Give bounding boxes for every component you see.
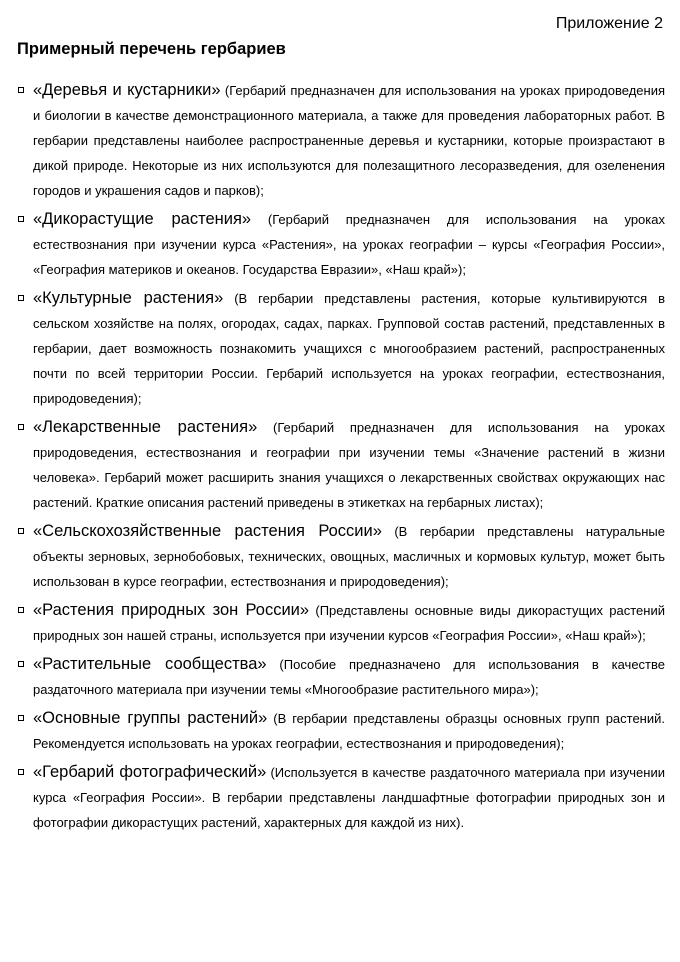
item-description: (Гербарий предназначен для использования на уроках природоведения и биологии в качестве демонстрационного материала, а также для проведения лабораторных работ. В гербарии представлены наиболее распространенные деревья и кустарники, которые произрастают в дикой природе. Некоторые из них используются для полезащитного лесоразведения, для озеленения городов и украшения садов и парков); [33,83,666,198]
item-description: (Представлены основные виды дикорастущих растений природных зон нашей страны, используется при изучении курсов «География России», «Наш край»); [33,603,665,643]
list-item [17,78,665,203]
square-bullet-icon [18,216,24,222]
square-bullet-icon [18,424,24,430]
square-bullet-icon [18,715,24,721]
item-description: (В гербарии представлены натуральные объекты зерновых, зернобобовых, технических, овощных, масличных и кормовых культур, может быть использован в курсе географии, естествознания и природоведения); [33,524,665,589]
item-name: «Деревья и кустарники» [33,81,221,99]
item-description: (В гербарии представлены растения, которые культивируются в сельском хозяйстве на полях, огородах, садах, парках. Групповой состав растений, представленных в гербарии, дает возможность познакомить учащихся с многообразием растений, распространенных почти по всей территории России. Гербарий используется на уроках географии, естествознания, природоведения); [33,291,666,406]
item-description: (Гербарий предназначен для использования на уроках природоведения, естествознания и географии при изучении темы «Значение растений в жизни человека». Гербарий может расширить знания учащихся о лекарственных свойствах окружающих нас растений. Краткие описания растений приведены в этикетках на гербарных листах); [33,420,665,510]
item-name: «Лекарственные растения» [33,418,258,436]
list-item [17,598,665,648]
item-name: «Дикорастущие растения» [33,210,252,228]
square-bullet-icon [18,295,24,301]
herbarium-list [17,78,665,839]
item-name: «Растения природных зон России» [33,601,310,619]
item-description: (В гербарии представлены образцы основных групп растений. Рекомендуется использовать на уроках географии, естествознания и природоведения); [33,711,666,751]
item-description: (Пособие предназначено для использования в качестве раздаточного материала при изучении темы «Многообразие растительного мира»); [33,657,666,697]
item-name: «Растительные сообщества» [33,655,267,673]
square-bullet-icon [18,769,24,775]
item-name: «Сельскохозяйственные растения России» [33,522,382,540]
list-item [17,706,665,756]
list-item [17,519,665,594]
list-item [17,286,665,411]
list-item [17,415,665,515]
square-bullet-icon [18,87,24,93]
list-item [17,207,665,282]
item-name: «Основные группы растений» [33,709,268,727]
square-bullet-icon [18,607,24,613]
list-item [17,652,665,702]
list-item [17,760,665,835]
item-description: (Используется в качестве раздаточного материала при изучении курса «География России». В гербарии представлены ландшафтные фотографии природных зон и фотографии дикорастущих растений, характерных для каждой из них). [33,765,665,830]
item-name: «Культурные растения» [33,289,224,307]
square-bullet-icon [18,661,24,667]
appendix-label: Приложение 2 [555,15,663,32]
item-name: «Гербарий фотографический» [33,763,267,781]
square-bullet-icon [18,528,24,534]
item-description: (Гербарий предназначен для использования на уроках естествознания при изучении курса «Растения», на уроках географии – курсы «География России», «География материков и океанов. Государства Евразии», «Наш край»); [33,212,665,277]
page-title: Примерный перечень гербариев [17,40,286,58]
